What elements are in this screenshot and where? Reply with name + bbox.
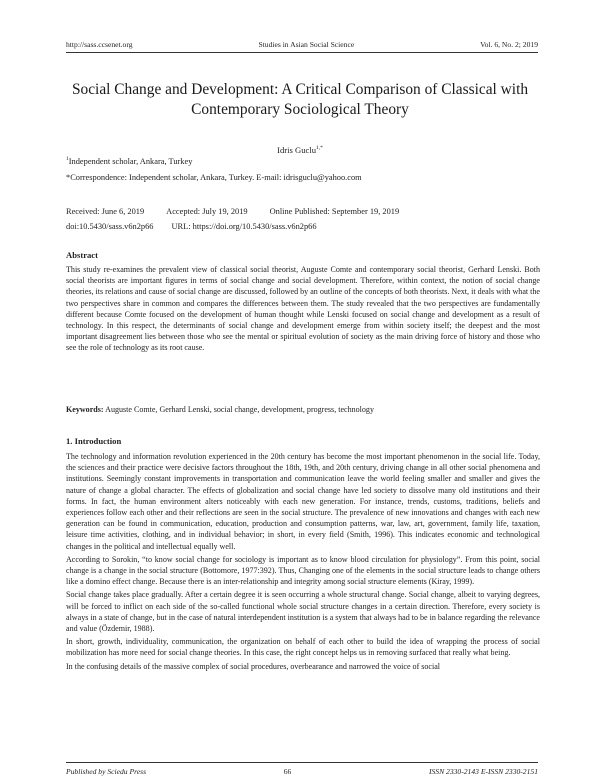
page-number: 66: [283, 767, 292, 776]
running-footer: [66, 767, 538, 776]
title-line-2: Contemporary Sociological Theory: [191, 100, 409, 118]
keywords: [66, 405, 374, 414]
abstract-heading: Abstract: [66, 250, 98, 260]
keywords-label: Keywords:: [66, 405, 104, 414]
doi-url[interactable]: URL: https://doi.org/10.5430/sass.v6n2p66: [171, 222, 317, 231]
publication-dates: [66, 207, 399, 216]
correspondence: *Correspondence: Independent scholar, Ankara, Turkey. E-mail: idrisguclu@yahoo.com: [66, 173, 362, 182]
publisher: Published by Sciedu Press: [66, 767, 147, 776]
accepted-date: Accepted: July 19, 2019: [166, 207, 248, 216]
intro-paragraph-2: According to Sorokin, “to know social change for sociology is important as to know blood circulation for physiology”. From this point, social change is a change in the social structure (Bottomore, 1977:392). Thus, Changing one of the elements in the social structure leads to change others like a domino effect change. Because there is an inter-relationship and integrity among social structure elements (Kiray, 1999).: [66, 554, 540, 587]
paper-title: [40, 80, 560, 119]
abstract-text: This study re-examines the prevalent view of classical social theorist, Auguste Comte and contemporary social theorist, Gerhard Lenski. Both social theorists are important figures in terms of social change and social development. Therefore, within context, the notion of social change theories, its relations and cause of social change are discussed, followed by an outline of the concepts of both theorists. Next, it deals with what the two perspectives share in common and compares the differences between them. The study revealed that the two perspectives are fundamentally different because Comte focused on the development of human thought while Lenski focused on social change and development as a result of technology. In this respect, the determinants of social change and development emerge from within society itself; the deepest and the most important disagreement lies between those who see the mental or spiritual evolution of society as the main driving force of history and those who see the role of technology as its root cause.: [66, 265, 540, 353]
published-date: Online Published: September 19, 2019: [269, 207, 400, 216]
running-header: [66, 40, 538, 49]
author-superscript: 1,*: [316, 145, 323, 152]
author-name: Idris Guclu: [277, 145, 317, 155]
header-divider: [66, 52, 538, 53]
title-line-1: Social Change and Development: A Critical Comparison of Classical with: [71, 81, 529, 98]
doi-line: [66, 222, 317, 231]
abstract-body: [66, 264, 540, 356]
keywords-text: Auguste Comte, Gerhard Lenski, social change, development, progress, technology: [105, 405, 374, 414]
author-line: [0, 145, 600, 155]
intro-heading: 1. Introduction: [66, 436, 122, 446]
journal-name: Studies in Asian Social Science: [258, 40, 355, 49]
journal-url[interactable]: http://sass.ccsenet.org: [66, 40, 133, 49]
intro-paragraph-5: In the confusing details of the massive complex of social procedures, overbearance and narrowed the voice of social: [66, 661, 441, 671]
footer-divider: [66, 762, 538, 763]
intro-paragraph-1: The technology and information revolution experienced in the 20th century has become the most important phenomenon in the social life. Today, the sciences and their practice were decisive factors throughout the 18th, 19th, and 20th century, driving change in all other social phenomena and institutions. Seemingly constant improvements in transportation and communication leave the world feeling smaller and smaller and gives the nature of change a global character. The effects of globalization and social change have led society to dissolve many old institutions and their forms. In fact, the human environment alters noticeably with each new generation. For instance, trends, customs, traditions, beliefs and experiences follow each other and their reflections are seen in the social structure. The prevalence of new innovations and changes with each new generation can be found in communication, education, production and consumption patterns, war, law, art, government, family life, taxation, leisure time activities, clothing, and in individual behavior; in short, in every field (Smith, 1996). This indicates economic and technological changes in the political and intellectual equally well.: [66, 452, 540, 551]
affiliation-superscript: 1: [66, 156, 69, 162]
intro-paragraph-3: Social change takes place gradually. After a certain degree it is seen occurring a whole structural change. Social change, albeit to varying degrees, will be forced to inflict on each side of the so-called functional whole social structure changes in a certain direction. Therefore, every society is always in a state of change, but in the case of natural interdependent institution is a system that always had to be in balance regarding the relevance and value (Özdemir, 1988).: [66, 590, 540, 634]
intro-body: [66, 451, 540, 674]
affiliation-text: Independent scholar, Ankara, Turkey: [68, 156, 193, 166]
received-date: Received: June 6, 2019: [66, 207, 145, 216]
issn: ISSN 2330-2143 E-ISSN 2330-2151: [428, 767, 538, 776]
affiliation: [66, 156, 192, 166]
intro-paragraph-4: In short, growth, individuality, communication, the organization on behalf of each other to build the idea of wrapping the process of social mobilization has more need for social change theories. In this case, the right concept helps us in removing surfaced that really what being.: [66, 637, 540, 658]
doi[interactable]: doi:10.5430/sass.v6n2p66: [66, 222, 154, 231]
volume-info: Vol. 6, No. 2; 2019: [480, 40, 538, 49]
